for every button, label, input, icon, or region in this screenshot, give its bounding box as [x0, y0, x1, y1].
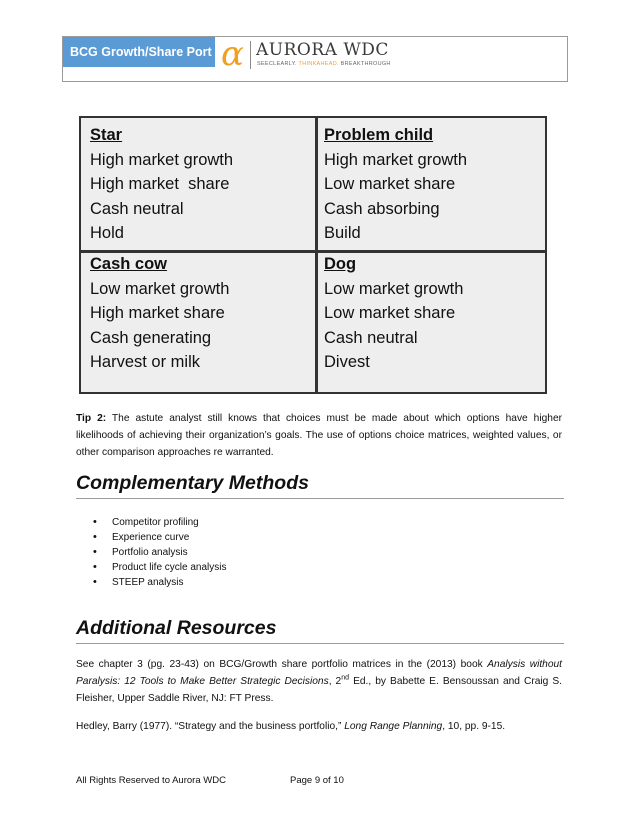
logo-divider	[250, 41, 251, 69]
quadrant-line: Low market growth	[90, 279, 230, 298]
additional-resources-heading: Additional Resources	[76, 617, 564, 644]
quadrant-line: Harvest or milk	[90, 353, 201, 371]
book-title: Analysis without Paralysis: 12 Tools to Make Better Strategic Decisions	[76, 659, 563, 687]
quadrant-dog	[324, 252, 463, 375]
quadrant-line: Cash generating	[90, 328, 212, 347]
quadrant-line: High market growth	[324, 150, 468, 169]
quadrant-line: Low market share	[324, 175, 456, 193]
alpha-logo-icon: α	[221, 34, 244, 74]
resource-paragraph-2: Hedley, Barry (1977). “Strategy and the business portfolio,” Long Range Planning, 10, pp. 9-15.	[76, 721, 506, 732]
logo-tagline: SEECLEARLY. THINKAHEAD. BREAKTHROUGH	[257, 61, 391, 67]
footer-page-number: Page 9 of 10	[290, 775, 344, 786]
aurora-logo	[215, 34, 391, 74]
quadrant-line: Hold	[90, 224, 124, 242]
journal-title: Long Range Planning	[344, 721, 443, 732]
quadrant-star	[90, 123, 233, 246]
list-item: • Competitor profiling	[93, 515, 227, 530]
logo-brand-name: AURORA WDC	[256, 40, 389, 60]
list-item: • Experience curve	[93, 530, 227, 545]
quadrant-line: Build	[324, 224, 361, 242]
complementary-methods-heading: Complementary Methods	[76, 472, 564, 499]
quadrant-title: Problem child	[324, 126, 434, 144]
bcg-matrix-table	[79, 116, 547, 394]
matrix-vertical-divider	[315, 118, 318, 392]
quadrant-line: Cash neutral	[324, 328, 418, 347]
list-item: • STEEP analysis	[93, 575, 227, 590]
resource-paragraph-1: See chapter 3 (pg. 23-43) on BCG/Growth share portfolio matrices in the (2013) book Analysis without Paralysis: 12 Tools to Make Better Strategic Decisions, 2nd Ed., by Babette E. Bensoussan and Craig S. Fleisher, Upper Saddle River, NJ: FT Press.	[76, 659, 563, 704]
quadrant-line: Cash neutral	[90, 199, 184, 218]
quadrant-title: Cash cow	[90, 255, 168, 273]
quadrant-line: High market share	[90, 175, 230, 193]
quadrant-cash-cow	[90, 252, 229, 375]
quadrant-line: High market share	[90, 304, 225, 322]
list-item: • Portfolio analysis	[93, 545, 227, 560]
quadrant-line: Low market share	[324, 304, 456, 322]
tip-label: Tip 2:	[76, 413, 107, 424]
tip-paragraph	[76, 410, 562, 461]
complementary-methods-list	[93, 515, 227, 590]
quadrant-line: Cash absorbing	[324, 199, 440, 218]
quadrant-line: Low market growth	[324, 279, 464, 298]
quadrant-line: Divest	[324, 353, 370, 371]
quadrant-line: High market growth	[90, 150, 234, 169]
quadrant-title: Dog	[324, 255, 357, 273]
quadrant-title: Star	[90, 126, 123, 144]
quadrant-problem-child	[324, 123, 467, 246]
document-title-tab: BCG Growth/Share Port	[63, 37, 215, 67]
list-item: • Product life cycle analysis	[93, 560, 227, 575]
tip-text: The astute analyst still knows that choices must be made about which options have higher likelihoods of achieving their organization’s goals. The use of options choice matrices, weighted values, or other comparison approaches re warranted.	[76, 413, 562, 458]
footer-rights: All Rights Reserved to Aurora WDC	[76, 775, 226, 786]
